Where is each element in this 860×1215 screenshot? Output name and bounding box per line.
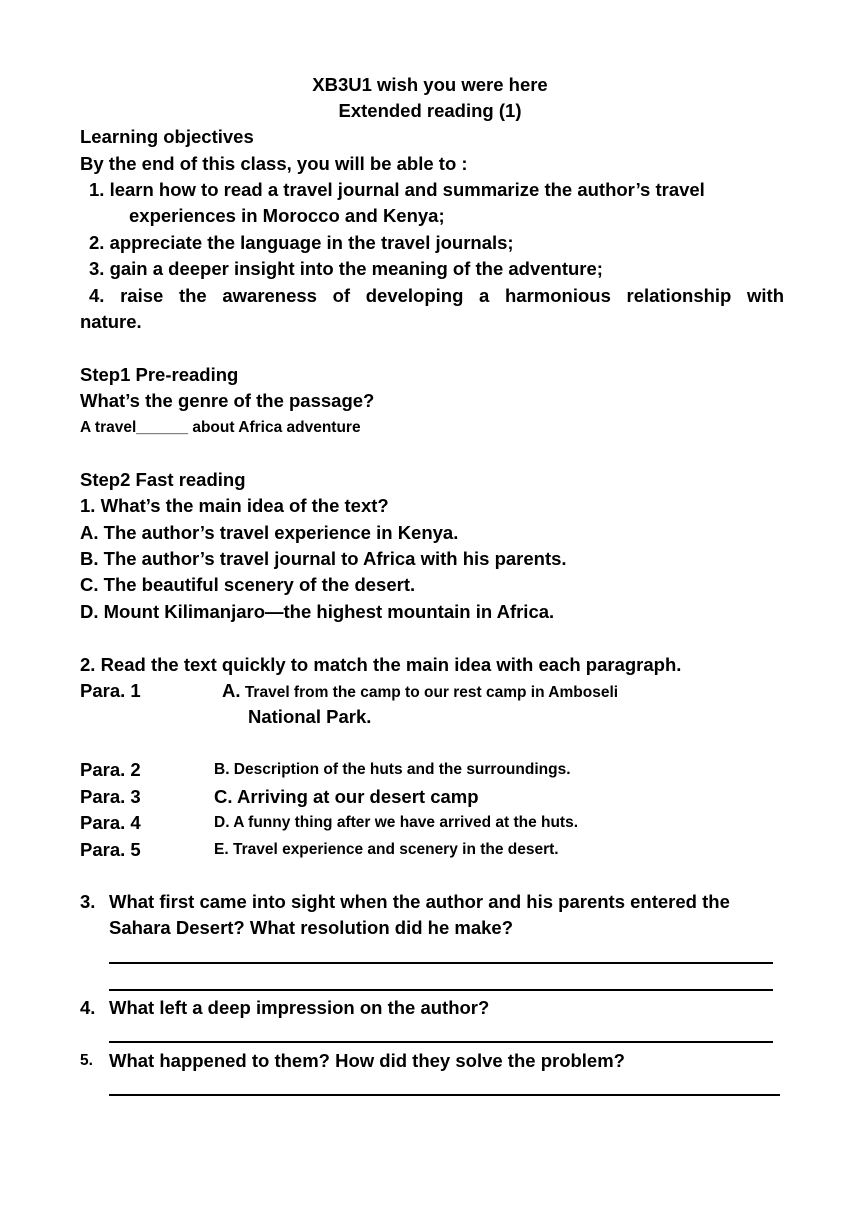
question-1-option-d: D. Mount Kilimanjaro—the highest mountain in Africa. <box>80 601 555 622</box>
para-label-5: Para. 5 <box>80 839 141 860</box>
objective-item-3: 3. gain a deeper insight into the meaning of the adventure; <box>89 258 603 279</box>
answer-line-4[interactable] <box>109 1041 773 1043</box>
question-5-text: What happened to them? How did they solve the problem? <box>109 1050 625 1071</box>
step1-answer-suffix: about Africa adventure <box>188 419 361 436</box>
question-5-number: 5. <box>80 1052 93 1069</box>
objective-item-1: 1. learn how to read a travel journal and summarize the author’s travel <box>89 179 705 200</box>
para-label-3: Para. 3 <box>80 786 141 807</box>
objectives-heading: Learning objectives <box>80 126 254 147</box>
question-2: 2. Read the text quickly to match the main idea with each paragraph. <box>80 654 682 675</box>
match-option-a-cont: National Park. <box>248 706 372 727</box>
question-3-text: What first came into sight when the author and his parents entered the <box>109 891 730 912</box>
para-label-2: Para. 2 <box>80 759 141 780</box>
objectives-intro: By the end of this class, you will be able to : <box>80 153 468 174</box>
para-label-4: Para. 4 <box>80 812 141 833</box>
step1-question: What’s the genre of the passage? <box>80 390 375 411</box>
question-1: 1. What’s the main idea of the text? <box>80 495 389 516</box>
question-1-option-a: A. The author’s travel experience in Kenya. <box>80 522 459 543</box>
answer-line-5[interactable] <box>109 1094 780 1096</box>
para-label-1: Para. 1 <box>80 680 141 701</box>
match-option-d: D. A funny thing after we have arrived at the huts. <box>214 814 579 831</box>
objective-item-1-cont: experiences in Morocco and Kenya; <box>129 205 445 226</box>
question-4-number: 4. <box>80 997 96 1018</box>
question-1-option-c: C. The beautiful scenery of the desert. <box>80 574 416 595</box>
match-option-a <box>222 678 618 706</box>
question-3-text-cont: Sahara Desert? What resolution did he make? <box>109 917 514 938</box>
match-option-a-letter: A. <box>222 680 241 701</box>
objective-item-4-cont: nature. <box>80 311 142 332</box>
step1-answer-prefix: A travel <box>80 419 137 436</box>
match-option-c: C. Arriving at our desert camp <box>214 786 479 807</box>
question-4-text: What left a deep impression on the author? <box>109 997 490 1018</box>
page-subtitle: Extended reading (1) <box>338 100 522 121</box>
match-option-b: B. Description of the huts and the surroundings. <box>214 761 571 778</box>
match-option-a-text: Travel from the camp to our rest camp in Amboseli <box>244 684 619 701</box>
step1-heading: Step1 Pre-reading <box>80 364 239 385</box>
objective-item-4: 4. raise the awareness of developing a harmonious relationship with <box>89 285 784 306</box>
page-title: XB3U1 wish you were here <box>312 74 548 95</box>
match-option-e: E. Travel experience and scenery in the desert. <box>214 841 559 858</box>
step1-answer <box>80 415 361 441</box>
genre-blank[interactable]: ______ <box>136 419 189 436</box>
question-3-number: 3. <box>80 891 96 912</box>
answer-line-3a[interactable] <box>109 962 773 964</box>
question-1-option-b: B. The author’s travel journal to Africa with his parents. <box>80 548 567 569</box>
step2-heading: Step2 Fast reading <box>80 469 246 490</box>
objective-item-2: 2. appreciate the language in the travel journals; <box>89 232 514 253</box>
answer-line-3b[interactable] <box>109 989 773 991</box>
